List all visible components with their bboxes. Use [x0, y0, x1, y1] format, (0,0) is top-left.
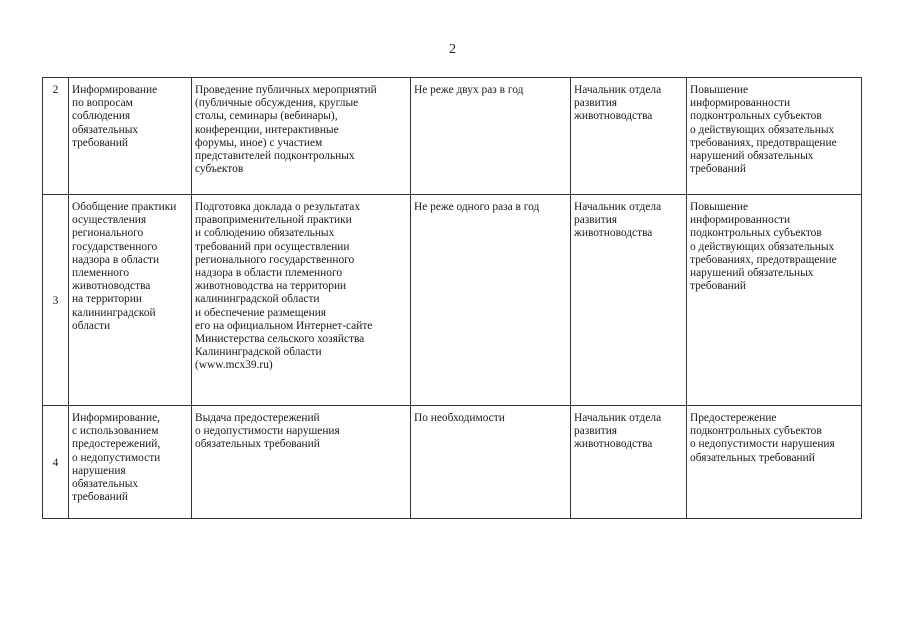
row-number: 3	[43, 195, 69, 406]
measure-result: Повышение информированности подконтрольных субъектов о действующих обязательных требованиях, предотвращение нарушений обязательных требований	[687, 195, 862, 406]
page-number: 2	[449, 42, 456, 57]
row-number: 4	[43, 406, 69, 519]
measure-result: Повышение информированности подконтрольных субъектов о действующих обязательных требованиях, предотвращение нарушений обязательных требований	[687, 78, 862, 195]
measure-frequency: Не реже одного раза в год	[411, 195, 571, 406]
measures-table	[42, 77, 862, 519]
table-row	[43, 406, 862, 519]
measure-result: Предостережение подконтрольных субъектов о недопустимости нарушения обязательных требований	[687, 406, 862, 519]
measure-name: Обобщение практики осуществления регионального государственного надзора в области племенного животноводства на территории калининградской области	[69, 195, 192, 406]
measure-responsible: Начальник отдела развития животноводства	[571, 406, 687, 519]
table-row	[43, 195, 862, 406]
measure-frequency: По необходимости	[411, 406, 571, 519]
measure-responsible: Начальник отдела развития животноводства	[571, 195, 687, 406]
row-number: 2	[43, 78, 69, 195]
measure-name: Информирование, с использованием предостережений, о недопустимости нарушения обязательных требований	[69, 406, 192, 519]
measure-responsible: Начальник отдела развития животноводства	[571, 78, 687, 195]
measure-frequency: Не реже двух раз в год	[411, 78, 571, 195]
measure-content: Выдача предостережений о недопустимости нарушения обязательных требований	[192, 406, 411, 519]
measure-content: Подготовка доклада о результатах правоприменительной практики и соблюдению обязательных требований при осуществлении регионального государственного надзора в области племенного животноводства на территории калининградской области и обеспечение размещения его на официальном Интернет-сайте Министерства сельского хозяйства Калининградской области (www.mcx39.ru)	[192, 195, 411, 406]
measure-content: Проведение публичных мероприятий (публичные обсуждения, круглые столы, семинары (вебинары), конференции, интерактивные форумы, иное) с участием представителей подконтрольных субъектов	[192, 78, 411, 195]
measure-name: Информирование по вопросам соблюдения обязательных требований	[69, 78, 192, 195]
table-row	[43, 78, 862, 195]
